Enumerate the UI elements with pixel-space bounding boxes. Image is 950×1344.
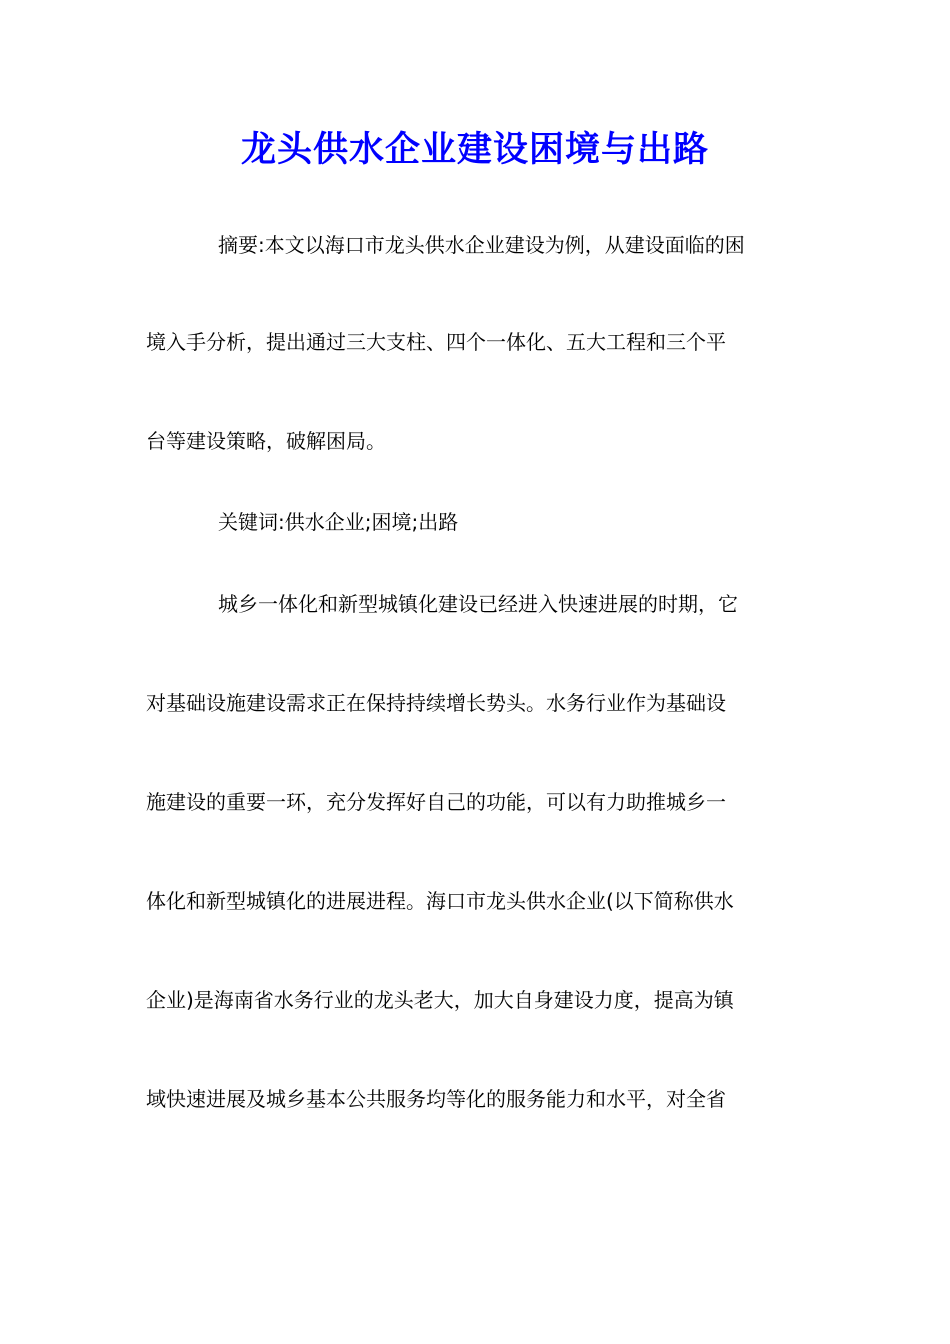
body-line-1: 城乡一体化和新型城镇化建设已经进入快速进展的时期，它 (218, 592, 738, 616)
body-line-3: 施建设的重要一环，充分发挥好自己的功能，可以有力助推城乡一 (146, 790, 726, 814)
abstract-line-3: 台等建设策略，破解困局。 (146, 429, 386, 453)
body-line-5: 企业)是海南省水务行业的龙头老大，加大自身建设力度，提高为镇 (146, 988, 734, 1012)
keywords-line: 关键词:供水企业;困境;出路 (218, 510, 459, 534)
body-line-4: 体化和新型城镇化的进展进程。海口市龙头供水企业(以下简称供水 (146, 889, 734, 913)
body-line-6: 域快速进展及城乡基本公共服务均等化的服务能力和水平，对全省 (146, 1087, 726, 1111)
abstract-line-1: 摘要:本文以海口市龙头供水企业建设为例，从建设面临的困 (218, 233, 745, 257)
abstract-line-2: 境入手分析，提出通过三大支柱、四个一体化、五大工程和三个平 (146, 330, 726, 354)
document-title: 龙头供水企业建设困境与出路 (240, 129, 709, 170)
body-line-2: 对基础设施建设需求正在保持持续增长势头。水务行业作为基础设 (146, 691, 726, 715)
